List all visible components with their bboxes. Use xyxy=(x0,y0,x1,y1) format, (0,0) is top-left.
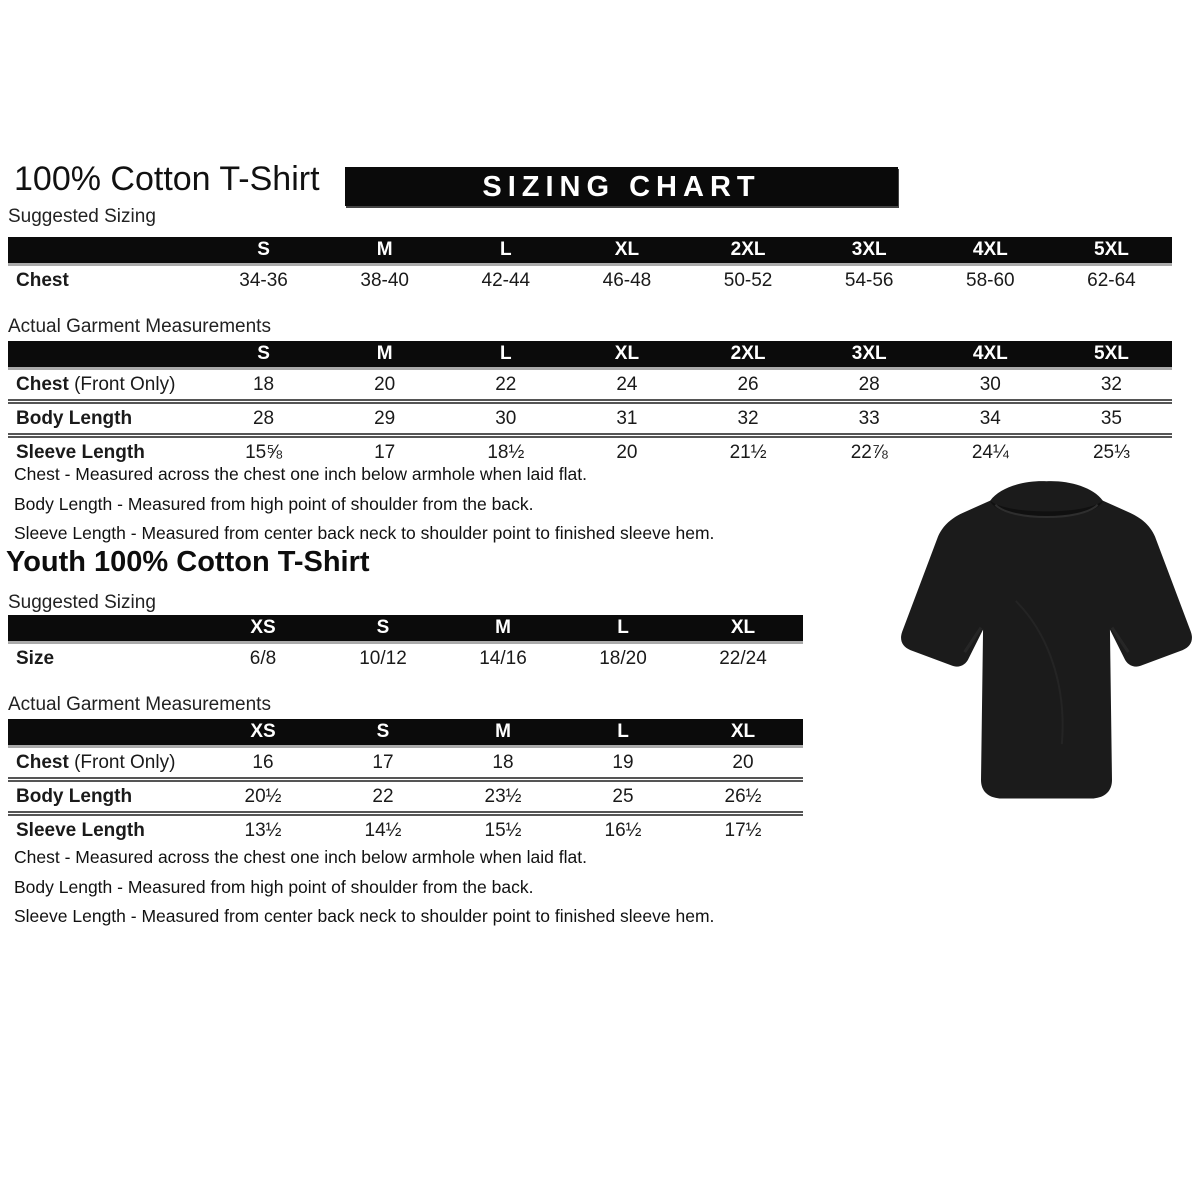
size-column-header: S xyxy=(203,341,324,369)
measurement-value: 17 xyxy=(324,436,445,468)
measurement-value: 30 xyxy=(930,369,1051,402)
row-label: Sleeve Length xyxy=(8,814,203,846)
measurement-value: 42-44 xyxy=(445,265,566,296)
measurement-value: 30 xyxy=(445,402,566,436)
measurement-value: 18 xyxy=(443,747,563,780)
size-column-header: XL xyxy=(566,341,687,369)
size-column-header: 4XL xyxy=(930,237,1051,265)
measurement-value: 14/16 xyxy=(443,643,563,674)
measurement-value: 13½ xyxy=(203,814,323,846)
size-column-header: M xyxy=(324,237,445,265)
adult-measurement-notes xyxy=(14,460,714,549)
measurement-value: 10/12 xyxy=(323,643,443,674)
note-line: Body Length - Measured from high point of shoulder from the back. xyxy=(14,493,534,514)
size-column-header: XL xyxy=(683,719,803,747)
measurement-value: 54-56 xyxy=(809,265,930,296)
measurement-value: 24 xyxy=(566,369,687,402)
measurement-value: 32 xyxy=(688,402,809,436)
adult-actual-measurements-label: Actual Garment Measurements xyxy=(8,316,271,337)
measurement-value: 20 xyxy=(566,436,687,468)
size-column-header: M xyxy=(443,615,563,643)
measurement-value: 22/24 xyxy=(683,643,803,674)
measurement-value: 22 xyxy=(445,369,566,402)
note-line: Chest - Measured across the chest one inch below armhole when laid flat. xyxy=(14,847,587,867)
corner-cell xyxy=(8,615,203,643)
row-label: Body Length xyxy=(8,780,203,814)
measurement-value: 28 xyxy=(203,402,324,436)
measurement-value: 58-60 xyxy=(930,265,1051,296)
youth-suggested-sizing-table xyxy=(8,615,803,673)
black-tshirt-photo xyxy=(893,477,1200,817)
note-line: Sleeve Length - Measured from center back neck to shoulder point to finished sleeve hem. xyxy=(14,523,715,543)
measurement-value: 25 xyxy=(563,780,683,814)
size-column-header: 5XL xyxy=(1051,237,1172,265)
row-label: Chest (Front Only) xyxy=(8,747,203,780)
row-label: Sleeve Length xyxy=(8,436,203,468)
table-row xyxy=(8,369,1172,402)
measurement-value: 26 xyxy=(688,369,809,402)
measurement-value: 16 xyxy=(203,747,323,780)
adult-suggested-sizing-table xyxy=(8,237,1172,295)
page-title: 100% Cotton T-Shirt xyxy=(14,160,320,198)
measurement-value: 35 xyxy=(1051,402,1172,436)
measurement-value: 14½ xyxy=(323,814,443,846)
size-column-header: XS xyxy=(203,615,323,643)
size-column-header: L xyxy=(445,237,566,265)
measurement-value: 15½ xyxy=(443,814,563,846)
size-column-header: 2XL xyxy=(688,341,809,369)
sizing-chart-banner: SIZING CHART xyxy=(345,167,898,206)
size-column-header: 3XL xyxy=(809,237,930,265)
size-column-header: XS xyxy=(203,719,323,747)
adult-garment-measurements-table xyxy=(8,341,1172,467)
measurement-value: 20 xyxy=(324,369,445,402)
measurement-value: 20 xyxy=(683,747,803,780)
row-label: Body Length xyxy=(8,402,203,436)
measurement-value: 25⅓ xyxy=(1051,436,1172,468)
measurement-value: 18½ xyxy=(445,436,566,468)
measurement-value: 20½ xyxy=(203,780,323,814)
measurement-value: 34-36 xyxy=(203,265,324,296)
size-column-header: L xyxy=(563,615,683,643)
measurement-value: 17½ xyxy=(683,814,803,846)
measurement-value: 34 xyxy=(930,402,1051,436)
size-column-header: L xyxy=(445,341,566,369)
measurement-value: 46-48 xyxy=(566,265,687,296)
table-row xyxy=(8,402,1172,436)
corner-cell xyxy=(8,237,203,265)
youth-actual-measurements-label: Actual Garment Measurements xyxy=(8,694,271,715)
youth-suggested-sizing-label: Suggested Sizing xyxy=(8,592,156,613)
measurement-value: 22 xyxy=(323,780,443,814)
measurement-value: 26½ xyxy=(683,780,803,814)
measurement-value: 23½ xyxy=(443,780,563,814)
size-column-header: L xyxy=(563,719,683,747)
size-column-header: S xyxy=(323,719,443,747)
size-column-header: XL xyxy=(566,237,687,265)
measurement-value: 31 xyxy=(566,402,687,436)
size-column-header: 4XL xyxy=(930,341,1051,369)
measurement-value: 28 xyxy=(809,369,930,402)
table-row xyxy=(8,780,803,814)
adult-suggested-sizing-label: Suggested Sizing xyxy=(8,206,156,227)
measurement-value: 32 xyxy=(1051,369,1172,402)
note-line: Body Length - Measured from high point of shoulder from the back. xyxy=(14,876,534,897)
note-line: Sleeve Length - Measured from center back neck to shoulder point to finished sleeve hem. xyxy=(14,906,715,926)
measurement-value: 38-40 xyxy=(324,265,445,296)
size-column-header: XL xyxy=(683,615,803,643)
measurement-value: 17 xyxy=(323,747,443,780)
measurement-value: 18 xyxy=(203,369,324,402)
size-column-header: M xyxy=(324,341,445,369)
corner-cell xyxy=(8,341,203,369)
size-column-header: 3XL xyxy=(809,341,930,369)
table-row xyxy=(8,747,803,780)
corner-cell xyxy=(8,719,203,747)
measurement-value: 6/8 xyxy=(203,643,323,674)
youth-measurement-notes xyxy=(14,843,714,932)
size-column-header: M xyxy=(443,719,563,747)
row-label: Size xyxy=(8,643,203,674)
size-column-header: S xyxy=(203,237,324,265)
size-column-header: 5XL xyxy=(1051,341,1172,369)
measurement-value: 15⅝ xyxy=(203,436,324,468)
measurement-value: 21½ xyxy=(688,436,809,468)
table-row xyxy=(8,643,803,674)
size-column-header: S xyxy=(323,615,443,643)
measurement-value: 18/20 xyxy=(563,643,683,674)
youth-garment-measurements-table xyxy=(8,719,803,845)
measurement-value: 16½ xyxy=(563,814,683,846)
measurement-value: 19 xyxy=(563,747,683,780)
table-row xyxy=(8,814,803,846)
measurement-value: 24¼ xyxy=(930,436,1051,468)
tshirt-illustration xyxy=(893,477,1200,817)
measurement-value: 22⅞ xyxy=(809,436,930,468)
youth-section-title: Youth 100% Cotton T-Shirt xyxy=(6,546,370,578)
row-label: Chest xyxy=(8,265,203,296)
tshirt-body xyxy=(901,481,1192,798)
measurement-value: 50-52 xyxy=(688,265,809,296)
row-label: Chest (Front Only) xyxy=(8,369,203,402)
measurement-value: 29 xyxy=(324,402,445,436)
measurement-value: 62-64 xyxy=(1051,265,1172,296)
size-column-header: 2XL xyxy=(688,237,809,265)
table-row xyxy=(8,265,1172,296)
note-line: Chest - Measured across the chest one inch below armhole when laid flat. xyxy=(14,464,587,484)
measurement-value: 33 xyxy=(809,402,930,436)
